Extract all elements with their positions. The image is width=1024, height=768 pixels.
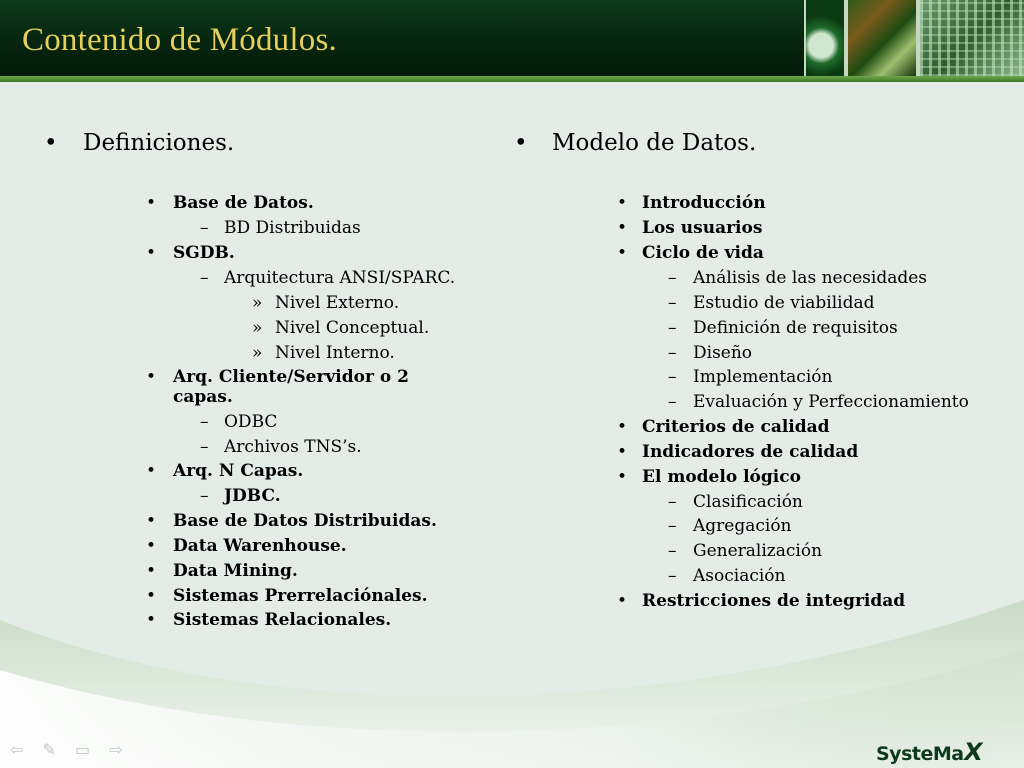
right-heading: Modelo de Datos. — [552, 130, 757, 156]
list-item: Implementación — [693, 367, 833, 387]
list-item: BD Distribuidas — [224, 218, 361, 238]
bullet: • — [617, 218, 628, 238]
dash: – — [200, 486, 209, 506]
dash: – — [668, 343, 677, 363]
chevron: » — [252, 343, 263, 363]
list-item: Asociación — [693, 566, 786, 586]
list-item: Agregación — [693, 516, 792, 536]
list-item: Base de Datos. — [173, 193, 314, 213]
dash: – — [200, 437, 209, 457]
list-item: Generalización — [693, 541, 823, 561]
next-arrow-icon[interactable]: ⇨ — [109, 740, 123, 759]
title-bar — [0, 0, 1024, 76]
list-item: JDBC. — [224, 486, 281, 506]
dash: – — [200, 268, 209, 288]
pen-icon[interactable]: ✎ — [42, 740, 56, 759]
list-item: Evaluación y Perfeccionamiento — [693, 392, 969, 412]
bullet: • — [146, 461, 157, 481]
list-item: Nivel Conceptual. — [275, 318, 430, 338]
list-item: Nivel Externo. — [275, 293, 400, 313]
list-item: Base de Datos Distribuidas. — [173, 511, 437, 531]
bullet: • — [617, 442, 628, 462]
dash: – — [668, 392, 677, 412]
list-item: Estudio de viabilidad — [693, 293, 875, 313]
list-item: Archivos TNS’s. — [224, 437, 362, 457]
list-item: Diseño — [693, 343, 753, 363]
bullet: • — [146, 511, 157, 531]
bullet: • — [146, 561, 157, 581]
list-item: SGDB. — [173, 243, 235, 263]
bullet: • — [617, 591, 628, 611]
list-item: Clasificación — [693, 492, 803, 512]
bullet: • — [514, 130, 528, 156]
left-heading: Definiciones. — [83, 130, 235, 156]
dash: – — [668, 268, 677, 288]
bullet: • — [146, 586, 157, 606]
bullet: • — [146, 536, 157, 556]
dash: – — [200, 218, 209, 238]
list-item: Ciclo de vida — [642, 243, 764, 263]
list-item: Restricciones de integridad — [642, 591, 906, 611]
bullet: • — [617, 243, 628, 263]
bullet: • — [146, 193, 157, 213]
dash: – — [668, 367, 677, 387]
list-item: Sistemas Relacionales. — [173, 610, 392, 630]
bullet: • — [146, 610, 157, 630]
chevron: » — [252, 318, 263, 338]
list-item: El modelo lógico — [642, 467, 801, 487]
list-item: Los usuarios — [642, 218, 763, 238]
list-item: Indicadores de calidad — [642, 442, 859, 462]
bullet: • — [146, 367, 157, 387]
list-item: Sistemas Prerrelaciónales. — [173, 586, 428, 606]
bullet: • — [146, 243, 157, 263]
prev-arrow-icon[interactable]: ⇦ — [10, 740, 24, 759]
slide-title: Contenido de Módulos. — [22, 22, 337, 58]
banner-image-globe — [806, 0, 844, 76]
list-item: Definición de requisitos — [693, 318, 898, 338]
dash: – — [668, 293, 677, 313]
list-item: Arq. Cliente/Servidor o 2 — [173, 367, 409, 387]
slide-navigation — [10, 740, 137, 759]
list-item: Data Mining. — [173, 561, 298, 581]
dash: – — [668, 318, 677, 338]
bullet: • — [617, 467, 628, 487]
list-item: Data Warenhouse. — [173, 536, 347, 556]
systemax-logo — [876, 738, 985, 766]
dash: – — [200, 412, 209, 432]
dash: – — [668, 492, 677, 512]
logo-text: SysteMa — [876, 743, 964, 765]
list-item: Criterios de calidad — [642, 417, 830, 437]
list-item: Arq. N Capas. — [173, 461, 304, 481]
list-item: ODBC — [224, 412, 278, 432]
chevron: » — [252, 293, 263, 313]
list-item: Análisis de las necesidades — [693, 268, 928, 288]
dash: – — [668, 541, 677, 561]
banner-image-circuit — [920, 0, 1024, 76]
bullet: • — [617, 417, 628, 437]
menu-icon[interactable]: ▭ — [75, 740, 91, 759]
bullet: • — [617, 193, 628, 213]
list-item: Nivel Interno. — [275, 343, 395, 363]
list-item: Introducción — [642, 193, 766, 213]
dash: – — [668, 516, 677, 536]
list-item: Arquitectura ANSI/SPARC. — [224, 268, 456, 288]
list-item-continuation: capas. — [173, 387, 233, 407]
dash: – — [668, 566, 677, 586]
logo-x-mark: X — [961, 738, 985, 766]
bullet: • — [44, 130, 58, 156]
banner-image-handshake — [848, 0, 916, 76]
header-accent-line — [0, 76, 1024, 82]
